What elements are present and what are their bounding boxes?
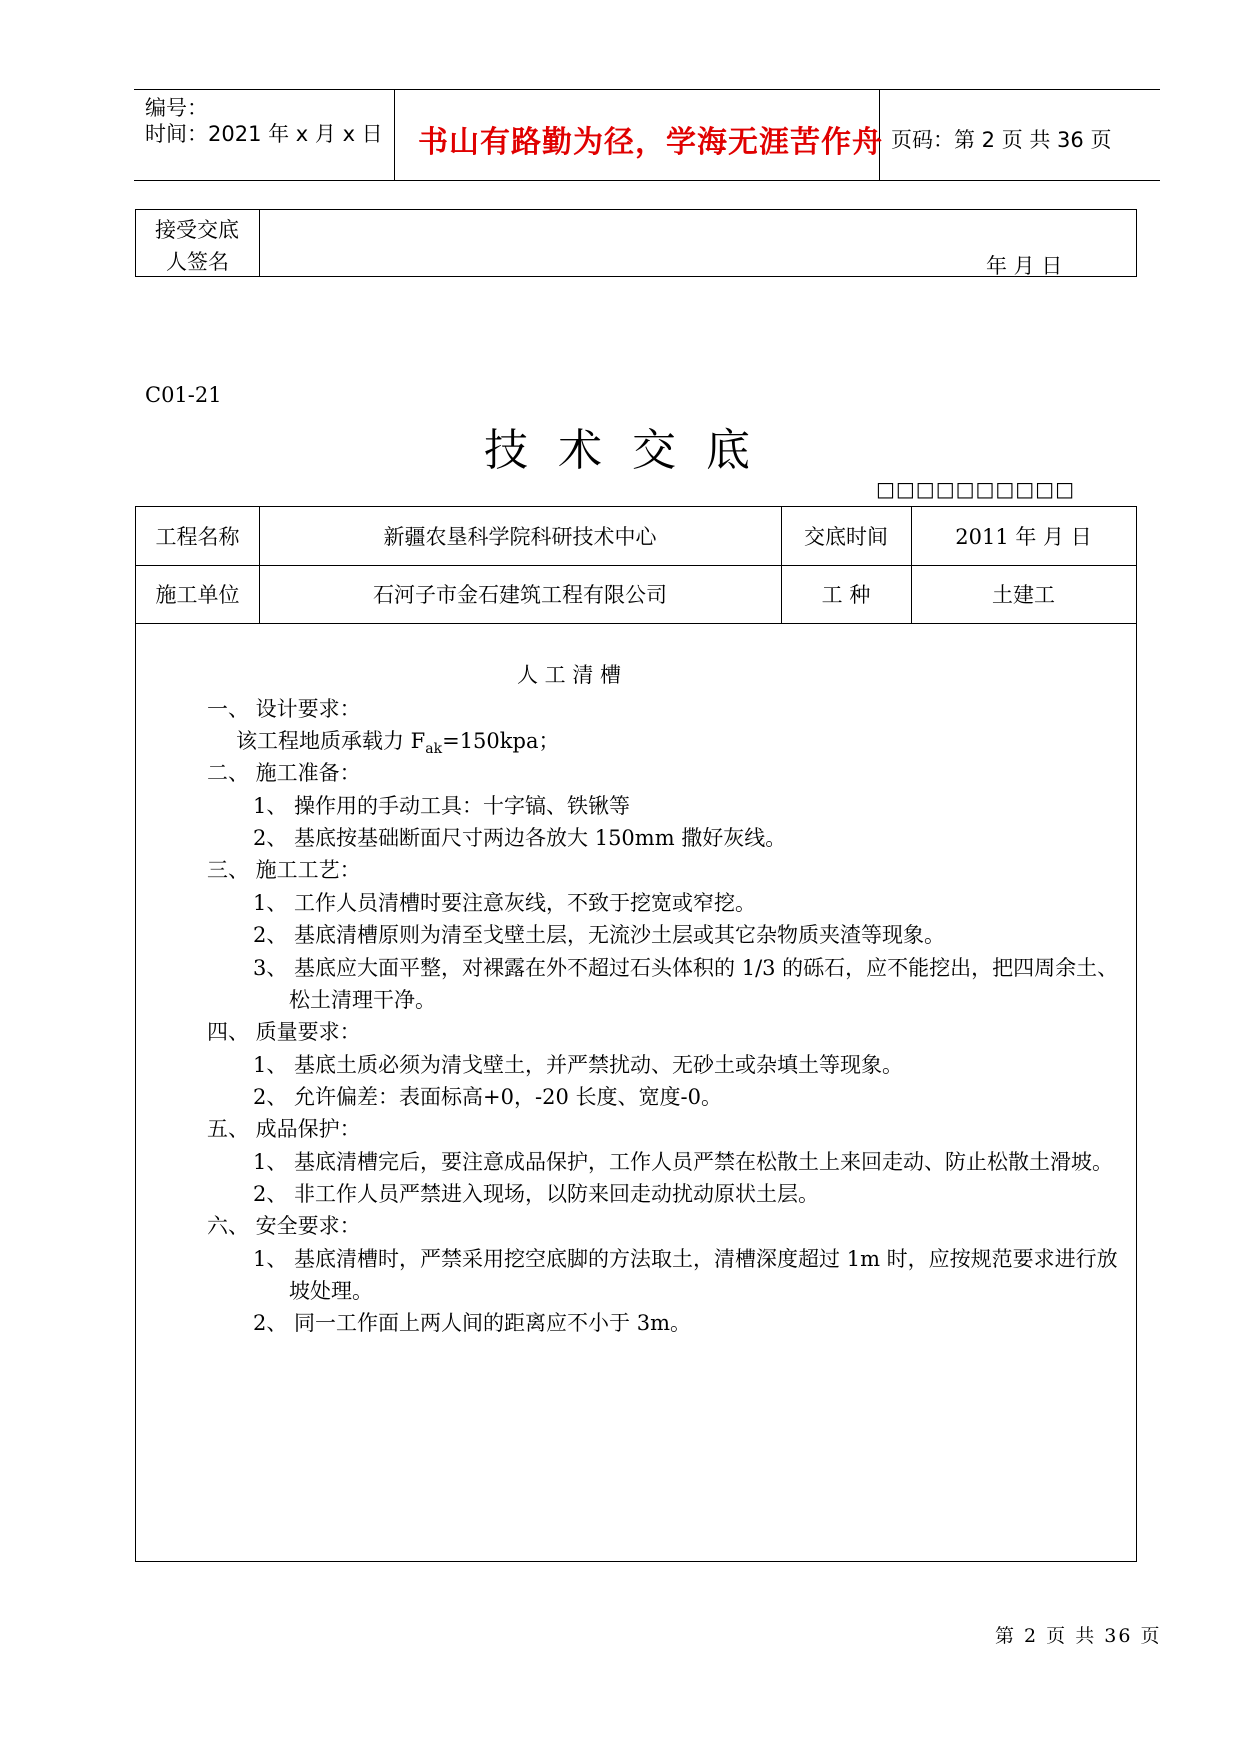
section-1-text	[236, 725, 559, 757]
section-5-item-2: 2、 非工作人员严禁进入现场，以防来回走动扰动原状土层。	[253, 1182, 820, 1206]
section-1-text-subscript: ak	[425, 741, 443, 758]
trade-value: 土建工	[992, 583, 1055, 607]
section-2-title: 二、 施工准备：	[207, 761, 361, 785]
section-6-item-1: 1、 基底清槽时，严禁采用挖空底脚的方法取土，清槽深度超过 1m 时，应按规范要求进行放	[253, 1247, 1118, 1271]
signature-label-line2: 人签名	[166, 250, 229, 274]
section-6-title: 六、 安全要求：	[207, 1214, 361, 1238]
section-6-item-1-cont: 坡处理。	[289, 1279, 373, 1303]
section-3-item-2: 2、 基底清槽原则为清至戈壁土层，无流沙土层或其它杂物质夹渣等现象。	[253, 923, 946, 947]
document-code: C01-21	[145, 383, 222, 407]
project-name-value: 新疆农垦科学院科研技术中心	[383, 525, 657, 549]
section-2-item-1: 1、 操作用的手动工具：十字镐、铁锹等	[253, 794, 631, 818]
disclosure-time-value: 2011 年 月 日	[955, 525, 1092, 549]
section-4-item-1: 1、 基底土质必须为清戈壁土，并严禁扰动、无砂土或杂填土等现象。	[253, 1053, 904, 1077]
section-3-item-3: 3、 基底应大面平整，对裸露在外不超过石头体积的 1/3 的砾石，应不能挖出，把四周余土、	[253, 956, 1119, 980]
section-3-title: 三、 施工工艺：	[207, 858, 361, 882]
content-heading: 人 工 清 槽	[517, 663, 622, 687]
section-4-item-2: 2、 允许偏差：表面标高+0，-20 长度、宽度-0。	[253, 1085, 722, 1109]
header-divider-left	[394, 89, 395, 181]
header-motto: 书山有路勤为径，学海无涯苦作舟	[418, 125, 883, 160]
section-5-title: 五、 成品保护：	[207, 1117, 361, 1141]
signature-table	[135, 209, 1137, 277]
project-name-label: 工程名称	[155, 525, 240, 549]
signature-label-line1: 接受交底	[155, 218, 239, 242]
header-page-label: 页码：第 2 页 共 36 页	[891, 128, 1112, 152]
page-title: 技术交底	[484, 425, 780, 476]
header-top-rule	[134, 89, 1160, 90]
section-4-title: 四、 质量要求：	[207, 1020, 361, 1044]
signature-divider	[259, 210, 260, 276]
construction-unit-label: 施工单位	[155, 583, 240, 607]
disclosure-table	[135, 506, 1137, 1562]
section-5-item-1: 1、 基底清槽完后，要注意成品保护，工作人员严禁在松散土上来回走动、防止松散土滑坡。	[253, 1150, 1114, 1174]
trade-label: 工 种	[821, 583, 871, 607]
section-3-item-1: 1、 工作人员清槽时要注意灰线，不致于挖宽或窄挖。	[253, 891, 757, 915]
checkbox-row: □□□□□□□□□□	[876, 477, 1075, 501]
page-footer: 第 2 页 共 36 页	[995, 1625, 1162, 1647]
section-2-item-2: 2、 基底按基础断面尺寸两边各放大 150mm 撒好灰线。	[253, 826, 787, 850]
signature-date: 年 月 日	[986, 254, 1063, 278]
row-divider-2	[136, 623, 1136, 624]
header-time-label: 时间：2021 年 x 月 x 日	[145, 122, 383, 146]
section-6-item-2: 2、 同一工作面上两人间的距离应不小于 3m。	[253, 1311, 691, 1335]
header-bottom-rule	[134, 180, 1160, 181]
section-1-text-pre: 该工程地质承载力 F	[236, 729, 426, 753]
disclosure-time-label: 交底时间	[804, 525, 888, 549]
section-1-title: 一、 设计要求：	[207, 697, 361, 721]
section-3-item-3-cont: 松土清理干净。	[289, 988, 436, 1012]
section-1-text-post: =150kpa；	[442, 729, 560, 753]
header-number-label: 编号：	[145, 96, 208, 120]
construction-unit-value: 石河子市金石建筑工程有限公司	[373, 583, 667, 607]
